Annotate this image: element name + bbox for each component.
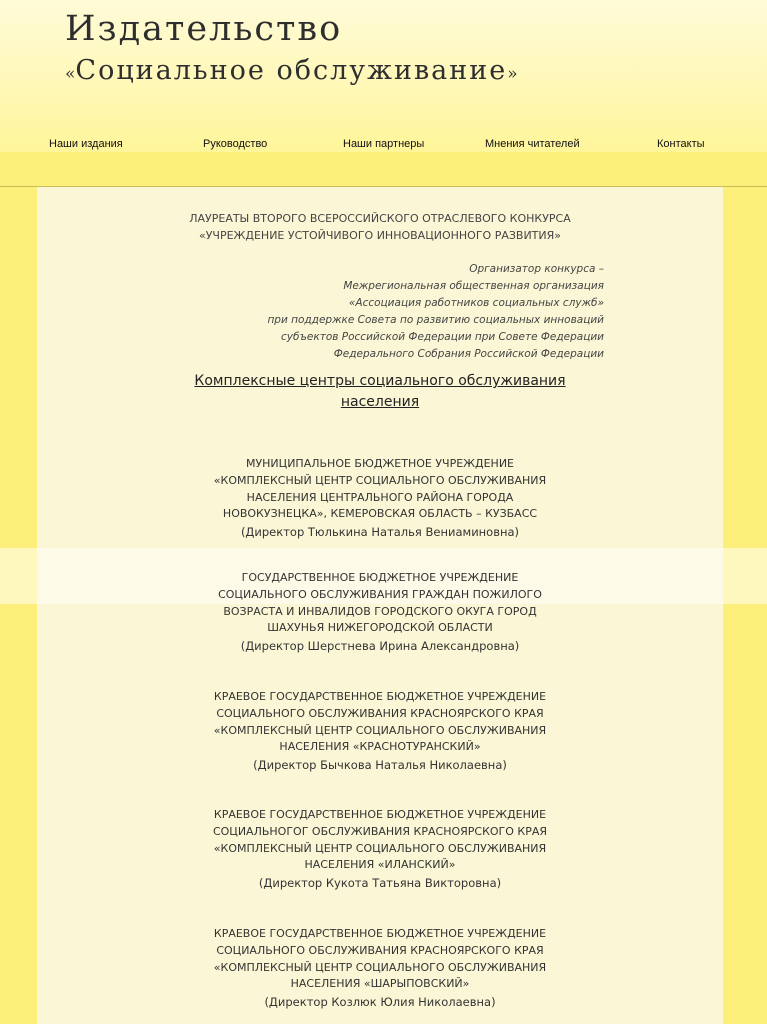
laureate-line: «КОМПЛЕКСНЫЙ ЦЕНТР СОЦИАЛЬНОГО ОБСЛУЖИВАНИЯ	[213, 841, 547, 855]
section-link-line[interactable]: населения	[340, 394, 420, 410]
nav-item-partners[interactable]: Наши партнеры	[343, 138, 425, 150]
laureate-line: «КОМПЛЕКСНЫЙ ЦЕНТР СОЦИАЛЬНОГО ОБСЛУЖИВАНИЯ	[213, 723, 547, 737]
laureate-line: КРАЕВОЕ ГОСУДАРСТВЕННОЕ БЮДЖЕТНОЕ УЧРЕЖДЕНИЕ	[213, 927, 547, 940]
site-subtitle	[65, 55, 518, 86]
laureate-line: КРАЕВОЕ ГОСУДАРСТВЕННОЕ БЮДЖЕТНОЕ УЧРЕЖДЕНИЕ	[213, 808, 547, 821]
laureate-line: НАСЕЛЕНИЯ «ИЛАНСКИЙ»	[304, 858, 456, 872]
organizer-line: Межрегиональная общественная организация	[343, 280, 604, 292]
nav-item-reader-reviews[interactable]: Мнения читателей	[485, 138, 580, 150]
subtitle-text: Социальное обслуживание	[75, 55, 508, 86]
nav-item-publications[interactable]: Наши издания	[49, 138, 123, 150]
laureate-line: НАСЕЛЕНИЯ «КРАСНОТУРАНСКИЙ»	[279, 740, 481, 754]
laureate-line: «КОМПЛЕКСНЫЙ ЦЕНТР СОЦИАЛЬНОГО ОБСЛУЖИВАНИЯ	[213, 960, 547, 974]
nav-item-management[interactable]: Руководство	[203, 138, 268, 150]
section-link-line[interactable]: Комплексные центры социального обслуживания	[194, 373, 566, 389]
subtitle-open-quote: «	[65, 64, 76, 84]
section-link-social-centers[interactable]	[37, 371, 723, 413]
laureate-entry	[37, 926, 723, 1012]
site-title: Издательство	[65, 9, 343, 49]
laureate-line: СОЦИАЛЬНОГО ОБСЛУЖИВАНИЯ КРАСНОЯРСКОГО КРАЯ	[216, 943, 544, 957]
organizer-line: Федерального Собрания Российской Федерации	[333, 348, 604, 360]
laureate-entry	[37, 570, 723, 656]
laureate-line: МУНИЦИПАЛЬНОЕ БЮДЖЕТНОЕ УЧРЕЖДЕНИЕ	[245, 457, 515, 470]
laureate-line: СОЦИАЛЬНОГОГ ОБСЛУЖИВАНИЯ КРАСНОЯРСКОГО КРАЯ	[212, 824, 548, 838]
laureate-line: ШАХУНЬЯ НИЖЕГОРОДСКОЙ ОБЛАСТИ	[267, 621, 493, 635]
site-header	[0, 0, 767, 152]
laureate-entry	[37, 689, 723, 775]
laureate-director: (Директор Шерстнева Ирина Александровна)	[240, 639, 520, 654]
laureate-director: (Директор Тюлькина Наталья Вениаминовна)	[240, 525, 520, 540]
laureate-entry	[37, 807, 723, 893]
organizer-line: при поддержке Совета по развитию социальных инноваций	[267, 314, 604, 326]
laureate-line: СОЦИАЛЬНОГО ОБСЛУЖИВАНИЯ ГРАЖДАН ПОЖИЛОГО	[218, 587, 542, 601]
organizer-block	[184, 261, 604, 363]
contest-heading	[37, 210, 723, 244]
laureate-line: СОЦИАЛЬНОГО ОБСЛУЖИВАНИЯ КРАСНОЯРСКОГО КРАЯ	[216, 706, 544, 720]
laureate-line: НАСЕЛЕНИЯ ЦЕНТРАЛЬНОГО РАЙОНА ГОРОДА	[246, 490, 514, 504]
contest-heading-line: ЛАУРЕАТЫ ВТОРОГО ВСЕРОССИЙСКОГО ОТРАСЛЕВОГО КОНКУРСА	[189, 212, 571, 225]
laureate-director: (Директор Бычкова Наталья Николаевна)	[253, 758, 507, 773]
laureate-line: НОВОКУЗНЕЦКА», КЕМЕРОВСКАЯ ОБЛАСТЬ – КУЗБАСС	[222, 507, 538, 521]
laureate-line: ВОЗРАСТА И ИНВАЛИДОВ ГОРОДСКОГО ОКУГА ГОРОД	[223, 604, 537, 618]
nav-item-contacts[interactable]: Контакты	[657, 138, 705, 150]
laureate-line: КРАЕВОЕ ГОСУДАРСТВЕННОЕ БЮДЖЕТНОЕ УЧРЕЖДЕНИЕ	[213, 690, 547, 703]
laureate-entry	[37, 456, 723, 542]
organizer-line: «Ассоциация работников социальных служб»	[348, 297, 604, 309]
contest-heading-line: «УЧРЕЖДЕНИЕ УСТОЙЧИВОГО ИННОВАЦИОННОГО РАЗВИТИЯ»	[198, 229, 562, 242]
organizer-line: Организатор конкурса –	[469, 263, 604, 275]
laureate-line: НАСЕЛЕНИЯ «ШАРЫПОВСКИЙ»	[290, 977, 470, 991]
laureate-director: (Директор Козлюк Юлия Николаевна)	[264, 995, 496, 1010]
laureate-line: ГОСУДАРСТВЕННОЕ БЮДЖЕТНОЕ УЧРЕЖДЕНИЕ	[241, 571, 519, 584]
laureate-line: «КОМПЛЕКСНЫЙ ЦЕНТР СОЦИАЛЬНОГО ОБСЛУЖИВАНИЯ	[213, 473, 547, 487]
laureate-director: (Директор Кукота Татьяна Викторовна)	[258, 876, 502, 891]
organizer-line: субъектов Российской Федерации при Совете Федерации	[281, 331, 604, 343]
subtitle-close-quote: »	[507, 64, 518, 84]
nav-bar	[0, 152, 767, 187]
